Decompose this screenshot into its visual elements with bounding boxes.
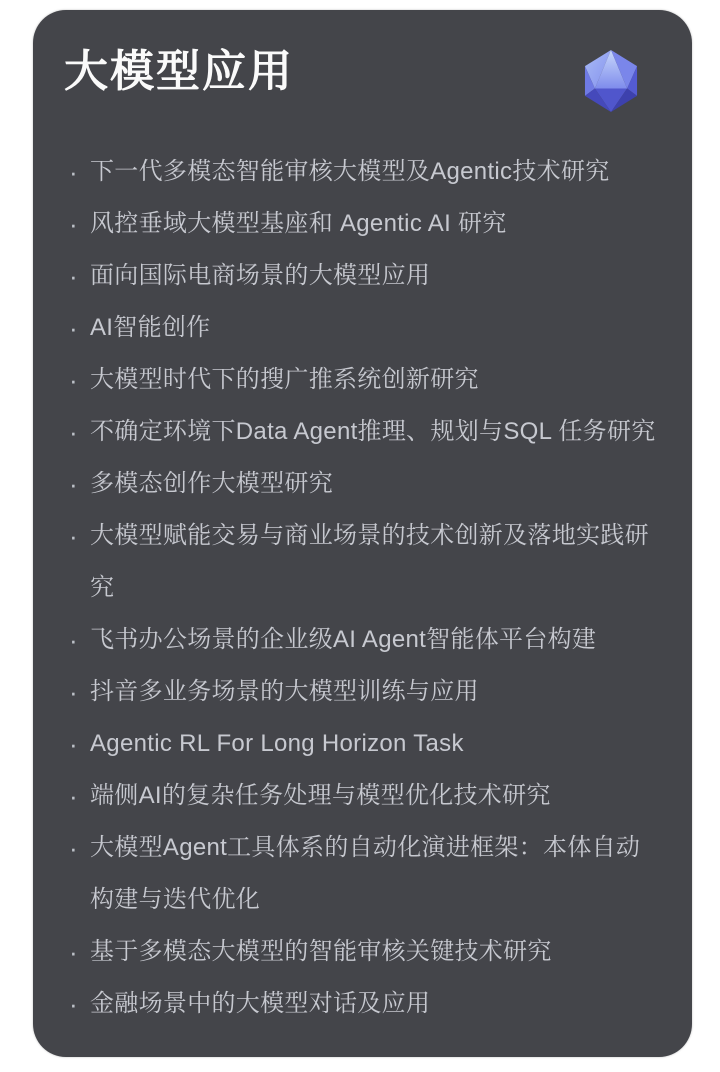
bullet-icon: · (69, 313, 78, 343)
topic-text: 多模态创作大模型研究 (90, 470, 333, 497)
topic-item (67, 458, 663, 510)
topic-text: 飞书办公场景的企业级AI Agent智能体平台构建 (90, 626, 597, 653)
bullet-icon: · (69, 417, 78, 447)
bullet-icon: · (69, 157, 78, 187)
topic-list (67, 146, 663, 1030)
bullet-icon: · (69, 625, 78, 655)
topic-item (67, 614, 663, 666)
bullet-icon: · (69, 209, 78, 239)
topic-text: 风控垂域大模型基座和 Agentic AI 研究 (90, 210, 507, 237)
topic-item (67, 718, 663, 770)
topic-text: 不确定环境下Data Agent推理、规划与SQL 任务研究 (90, 418, 656, 445)
topic-item (67, 822, 663, 926)
bullet-icon: · (69, 833, 78, 863)
topic-item (67, 510, 663, 614)
topic-card (33, 10, 692, 1057)
topic-item (67, 406, 663, 458)
topic-item (67, 250, 663, 302)
topic-item (67, 354, 663, 406)
bullet-icon: · (69, 521, 78, 551)
topic-text: 大模型Agent工具体系的自动化演进框架：本体自动构建与迭代优化 (90, 834, 641, 913)
topic-item (67, 302, 663, 354)
topic-item (67, 146, 663, 198)
gem-icon (580, 48, 642, 114)
topic-text: 大模型时代下的搜广推系统创新研究 (90, 366, 479, 393)
topic-item (67, 978, 663, 1030)
bullet-icon: · (69, 365, 78, 395)
topic-text: 大模型赋能交易与商业场景的技术创新及落地实践研究 (90, 522, 649, 601)
topic-text: 端侧AI的复杂任务处理与模型优化技术研究 (90, 782, 551, 809)
bullet-icon: · (69, 469, 78, 499)
topic-text: AI智能创作 (90, 314, 211, 341)
topic-text: 下一代多模态智能审核大模型及Agentic技术研究 (90, 158, 610, 185)
bullet-icon: · (69, 781, 78, 811)
topic-text: 基于多模态大模型的智能审核关键技术研究 (90, 938, 552, 965)
topic-item (67, 666, 663, 718)
bullet-icon: · (69, 937, 78, 967)
bullet-icon: · (69, 261, 78, 291)
topic-item (67, 198, 663, 250)
bullet-icon: · (69, 729, 78, 759)
page-title: 大模型应用 (64, 47, 294, 96)
topic-text: 金融场景中的大模型对话及应用 (90, 990, 431, 1017)
topic-text: 面向国际电商场景的大模型应用 (90, 262, 431, 289)
bullet-icon: · (69, 989, 78, 1019)
bullet-icon: · (69, 677, 78, 707)
topic-item (67, 770, 663, 822)
topic-item (67, 926, 663, 978)
topic-text: Agentic RL For Long Horizon Task (90, 730, 464, 757)
topic-text: 抖音多业务场景的大模型训练与应用 (90, 678, 479, 705)
